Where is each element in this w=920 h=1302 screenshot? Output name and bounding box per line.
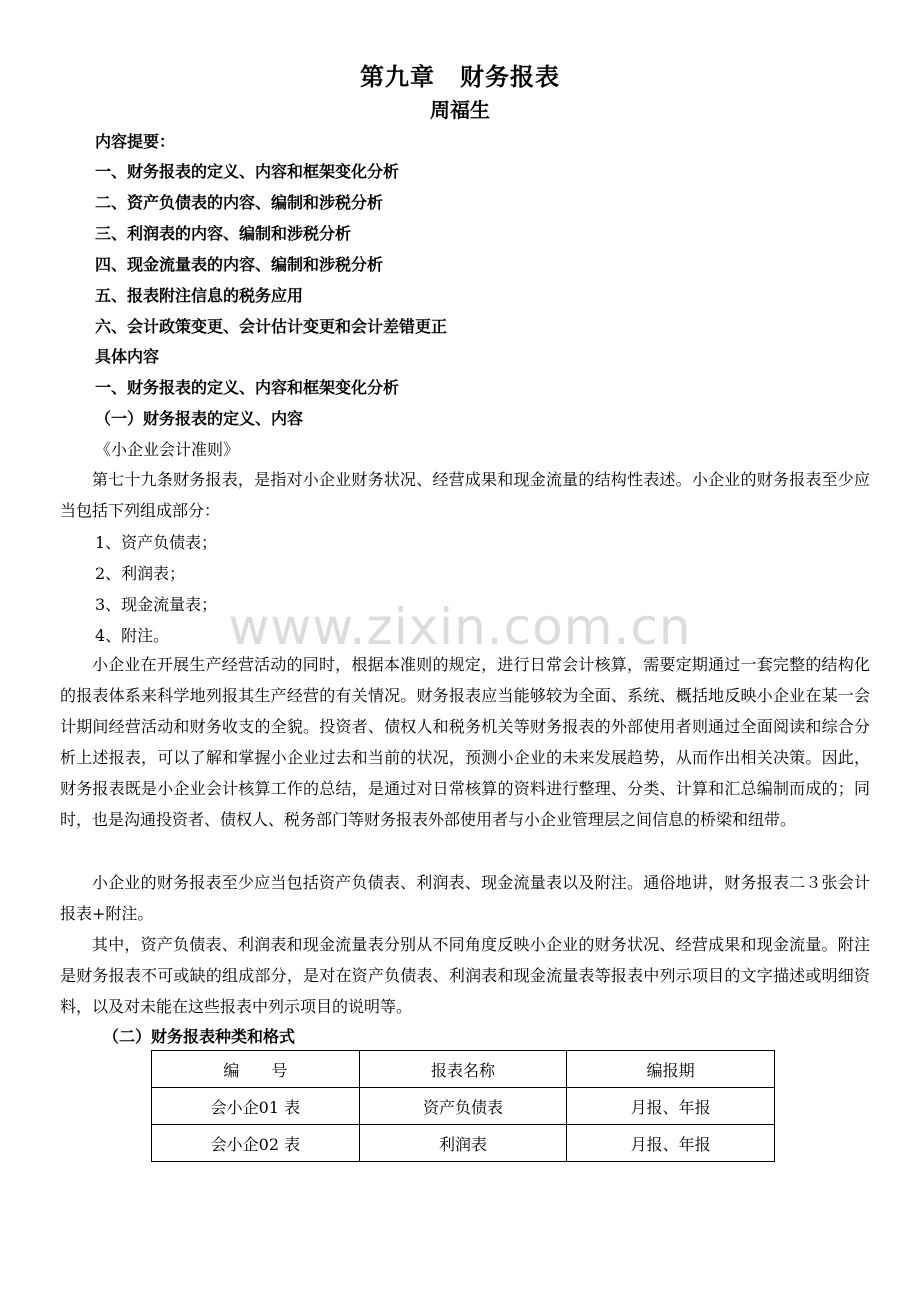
summary-item: 三、利润表的内容、编制和涉税分析 [95, 224, 352, 243]
list-item: 1、资产负债表； [95, 533, 218, 552]
column-header: 编 号 [152, 1051, 360, 1088]
body-paragraph: 小企业在开展生产经营活动的同时，根据本准则的规定，进行日常会计核算，需要定期通过一套完整的结构化的报表体系来科学地列报其生产经营的有关情况。财务报表应当能够较为全面、系统、概括地反映小企业在某一会计期间经营活动和财务收支的全貌。投资者、债权人和税务机关等财务报表的外部使用者则通过全面阅读和综合分析上述报表，可以了解和掌握小企业过去和当前的状况，预测小企业的未来发展趋势，从而作出相关决策。因此，财务报表既是小企业会计核算工作的总结，是通过对日常核算的资料进行整理、分类、计算和汇总编制而成的；同时，也是沟通投资者、债权人、税务部门等财务报表外部使用者与小企业管理层之间信息的桥梁和纽带。 [60, 655, 870, 829]
summary-heading: 内容提要： [95, 132, 176, 151]
details-heading: 具体内容 [95, 347, 160, 366]
summary-item: 六、会计政策变更、会计估计变更和会计差错更正 [95, 317, 448, 336]
body-paragraph: 其中，资产负债表、利润表和现金流量表分别从不同角度反映小企业的财务状况、经营成果和现金流量。附注是财务报表不可或缺的组成部分，是对在资产负债表、利润表和现金流量表等报表中列示项目的文字描述或明细资料，以及对未能在这些报表中列示项目的说明等。 [60, 935, 870, 1016]
table-cell: 会小企01 表 [152, 1088, 360, 1125]
summary-item: 五、报表附注信息的税务应用 [95, 286, 304, 305]
report-formats-table [151, 1050, 775, 1162]
subsection-heading: （一）财务报表的定义、内容 [95, 409, 304, 428]
list-item: 4、附注。 [95, 626, 170, 645]
table-cell: 月报、年报 [567, 1088, 775, 1125]
article-paragraph: 第七十九条财务报表，是指对小企业财务状况、经营成果和现金流量的结构性表述。小企业的财务报表至少应当包括下列组成部分： [60, 470, 870, 520]
table-row [152, 1088, 775, 1125]
watermark: www.zixin.com.cn [228, 598, 692, 656]
column-header: 报表名称 [359, 1051, 567, 1088]
summary-item: 二、资产负债表的内容、编制和涉税分析 [95, 193, 384, 212]
table-cell: 会小企02 表 [152, 1125, 360, 1162]
body-paragraph: 小企业的财务报表至少应当包括资产负债表、利润表、现金流量表以及附注。通俗地讲，财务报表二３张会计报表+附注。 [60, 873, 870, 923]
chapter-title: 第九章 财务报表 [360, 63, 560, 91]
summary-item: 四、现金流量表的内容、编制和涉税分析 [95, 255, 384, 274]
list-item: 2、利润表； [95, 564, 186, 583]
list-item: 3、现金流量表； [95, 595, 218, 614]
author-name: 周福生 [430, 98, 490, 122]
table-header-row [152, 1051, 775, 1088]
subsection-heading: （二）财务报表种类和格式 [103, 1027, 296, 1046]
table-cell: 月报、年报 [567, 1125, 775, 1162]
source-citation: 《小企业会计准则》 [95, 440, 240, 459]
summary-item: 一、财务报表的定义、内容和框架变化分析 [95, 162, 400, 181]
table-cell: 利润表 [359, 1125, 567, 1162]
table-cell: 资产负债表 [359, 1088, 567, 1125]
section-heading: 一、财务报表的定义、内容和框架变化分析 [95, 378, 400, 397]
column-header: 编报期 [567, 1051, 775, 1088]
table-row [152, 1125, 775, 1162]
